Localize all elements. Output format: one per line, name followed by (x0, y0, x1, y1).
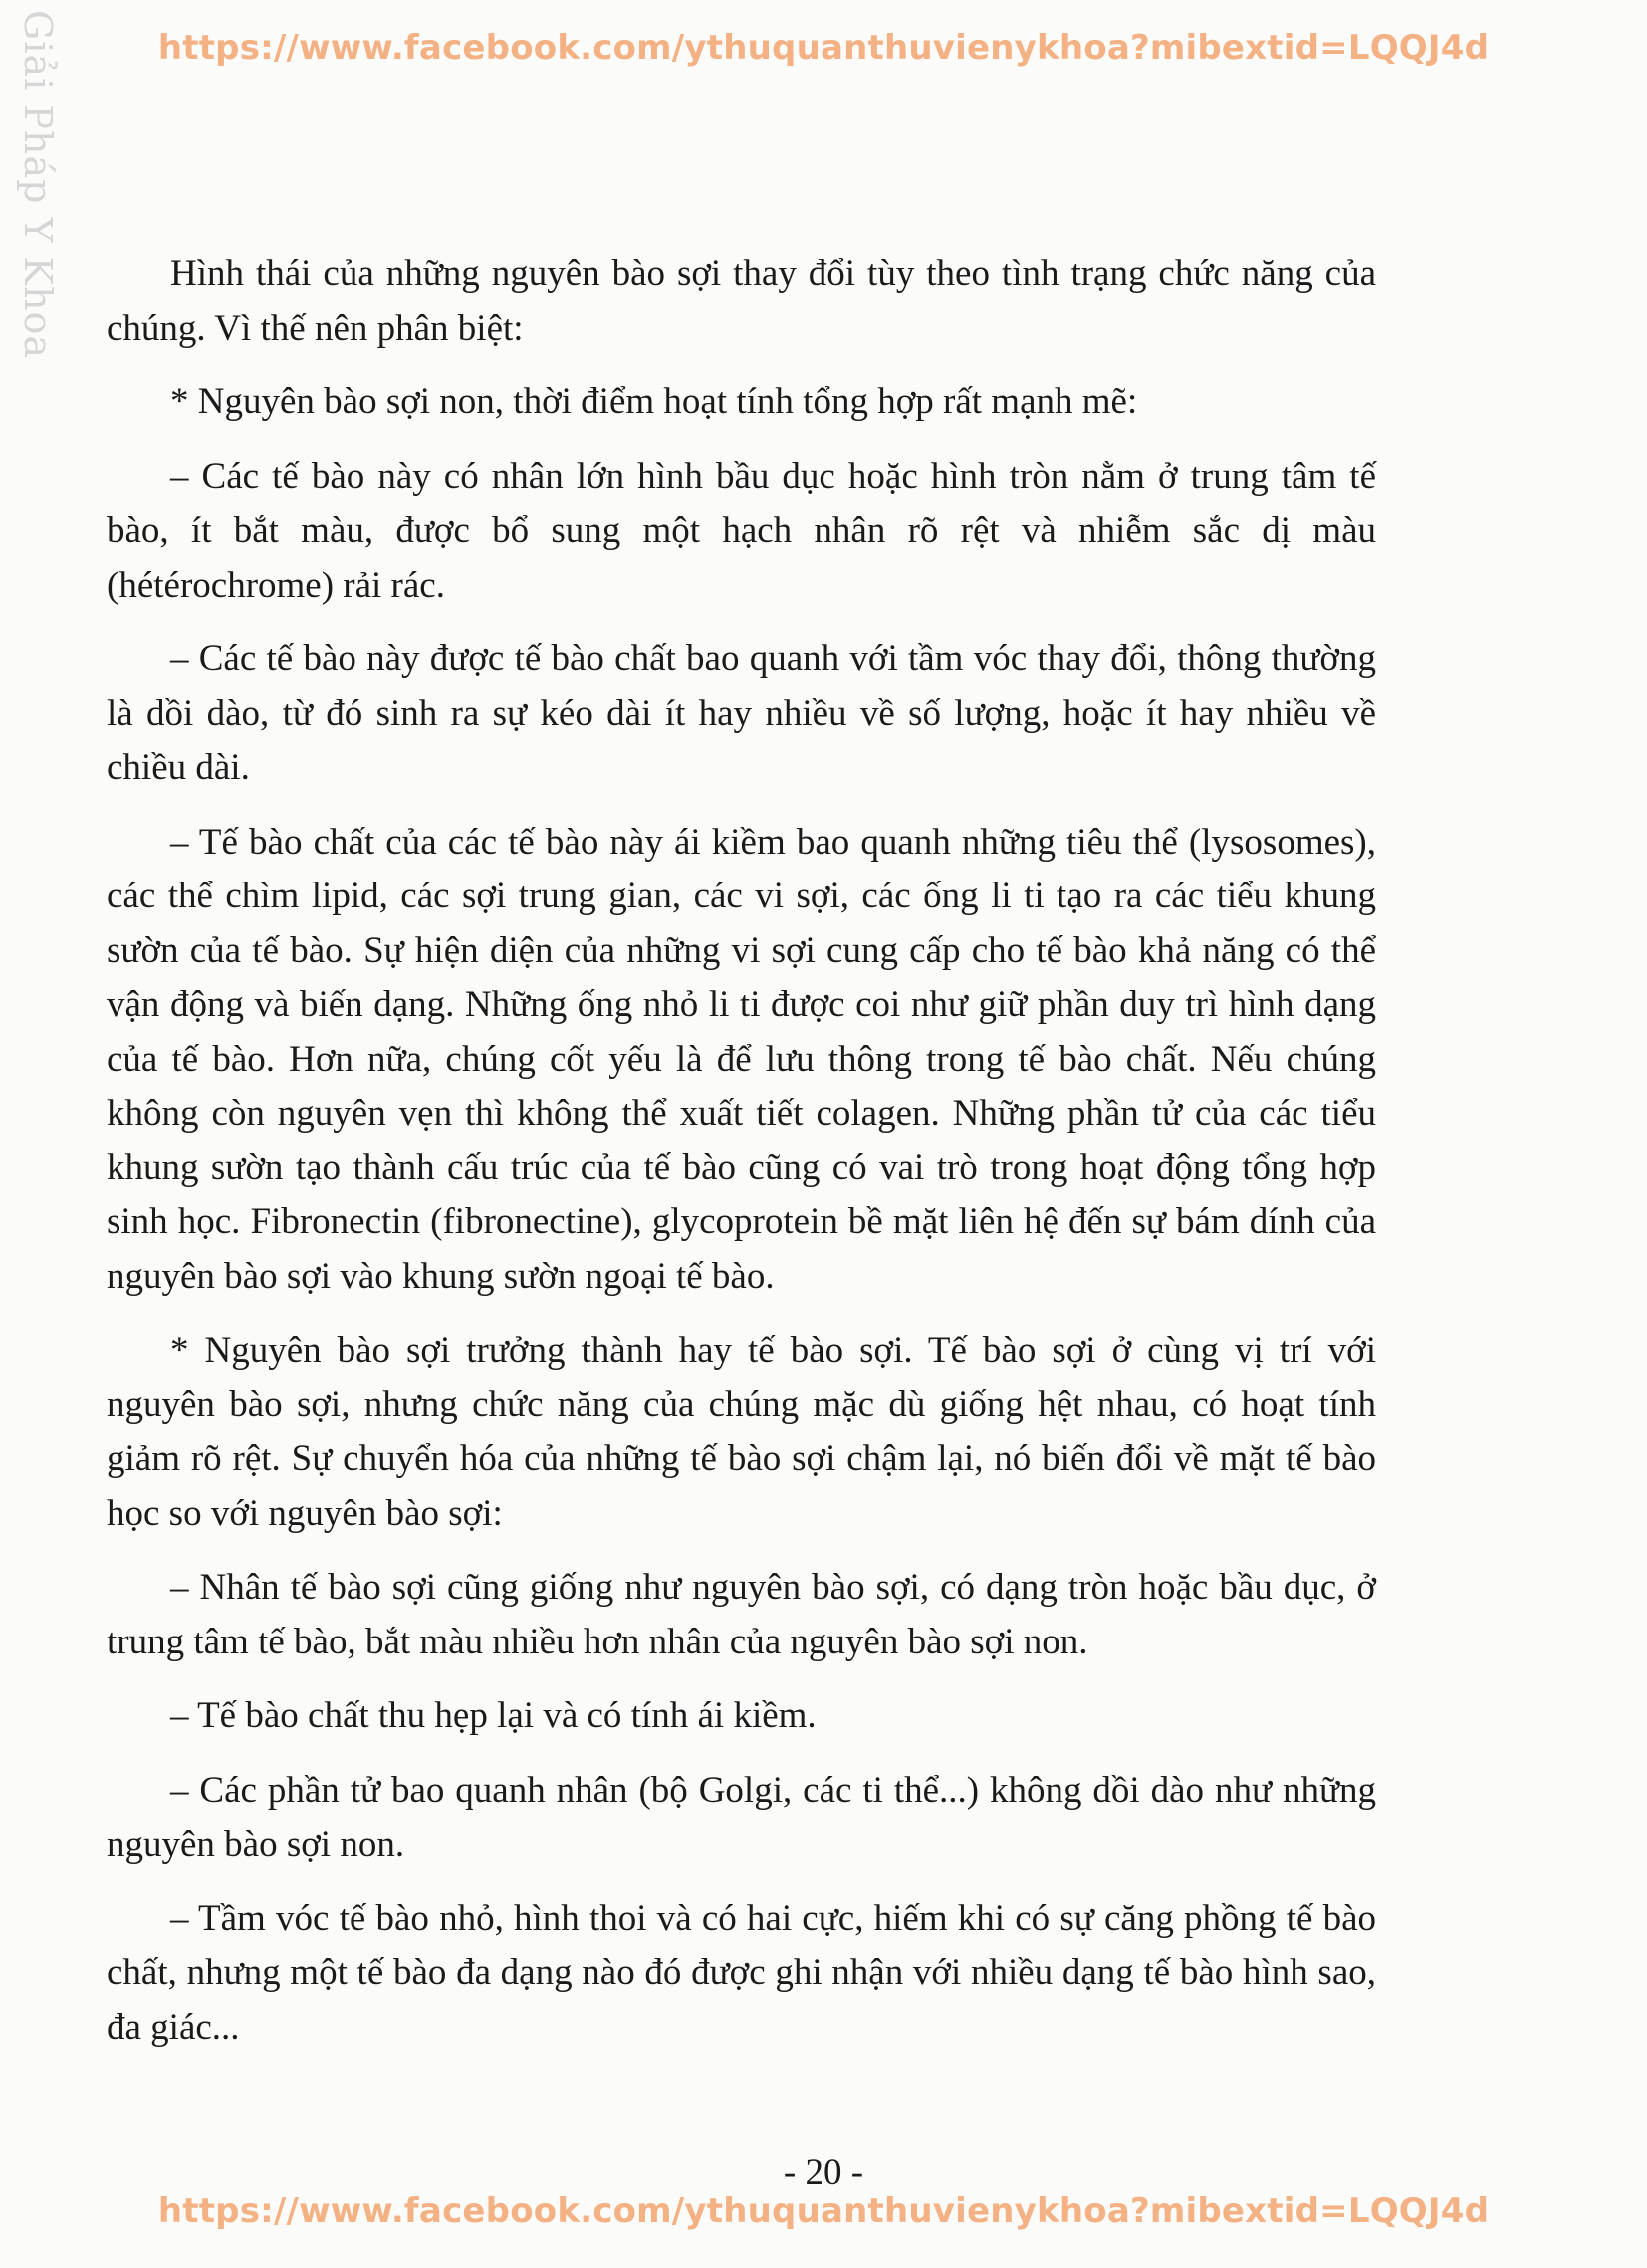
paragraph-10: – Tầm vóc tế bào nhỏ, hình thoi và có hai cực, hiếm khi có sự căng phồng tế bào chất, nhưng một tế bào đa dạng nào đó được ghi nhận với nhiều dạng tế bào hình sao, đa giác... (107, 1897, 1376, 2048)
page-number: - 20 - (783, 2152, 864, 2193)
header-url[interactable]: https://www.facebook.com/ythuquanthuvienykhoa?mibextid=LQQJ4d (157, 28, 1490, 68)
paragraph-4: – Các tế bào này được tế bào chất bao quanh với tầm vóc thay đổi, thông thường là dồi dào, từ đó sinh ra sự kéo dài ít hay nhiều về số lượng, hoặc ít hay nhiều về chiều dài. (107, 638, 1376, 788)
paragraph-8: – Tế bào chất thu hẹp lại và có tính ái kiềm. (170, 1695, 817, 1736)
footer-url[interactable]: https://www.facebook.com/ythuquanthuvienykhoa?mibextid=LQQJ4d (157, 2191, 1490, 2231)
paragraph-7: – Nhân tế bào sợi cũng giống như nguyên bào sợi, có dạng tròn hoặc bầu dục, ở trung tâm tế bào, bắt màu nhiều hơn nhân của nguyên bào sợi non. (107, 1567, 1376, 1662)
paragraph-3: – Các tế bào này có nhân lớn hình bầu dục hoặc hình tròn nằm ở trung tâm tế bào, ít bắt màu, được bổ sung một hạch nhân rõ rệt và nhiễm sắc dị màu (hétérochrome) rải rác. (107, 455, 1376, 606)
paragraph-2: * Nguyên bào sợi non, thời điểm hoạt tính tổng hợp rất mạnh mẽ: (170, 381, 1138, 422)
side-watermark: Giải Pháp Y Khoa (16, 10, 60, 360)
paragraph-9: – Các phần tử bao quanh nhân (bộ Golgi, các ti thể...) không dồi dào như những nguyên bào sợi non. (107, 1769, 1376, 1865)
paragraph-5: – Tế bào chất của các tế bào này ái kiềm bao quanh những tiêu thể (lysosomes), các thể chìm lipid, các sợi trung gian, các vi sợi, các ống li ti tạo ra các tiểu khung sườn của tế bào. Sự hiện diện của những vi sợi cung cấp cho tế bào khả năng có thể vận động và biến dạng. Những ống nhỏ li ti được coi như giữ phần duy trì hình dạng của tế bào. Hơn nữa, chúng cốt yếu là để lưu thông trong tế bào chất. Nếu chúng không còn nguyên vẹn thì không thể xuất tiết colagen. Những phần tử của các tiểu khung sườn tạo thành cấu trúc của tế bào cũng có vai trò trong hoạt động tổng hợp sinh học. Fibronectin (fibronectine), glycoprotein bề mặt liên hệ đến sự bám dính của nguyên bào sợi vào khung sườn ngoại tế bào. (107, 821, 1376, 1297)
paragraph-1: Hình thái của những nguyên bào sợi thay đổi tùy theo tình trạng chức năng của chúng. Vì thế nên phân biệt: (107, 253, 1376, 349)
document-body (107, 247, 1376, 2075)
paragraph-6: * Nguyên bào sợi trưởng thành hay tế bào sợi. Tế bào sợi ở cùng vị trí với nguyên bào sợi, nhưng chức năng của chúng mặc dù giống hệt nhau, có hoạt tính giảm rõ rệt. Sự chuyển hóa của những tế bào sợi chậm lại, nó biến đổi về mặt tế bào học so với nguyên bào sợi: (107, 1330, 1376, 1534)
